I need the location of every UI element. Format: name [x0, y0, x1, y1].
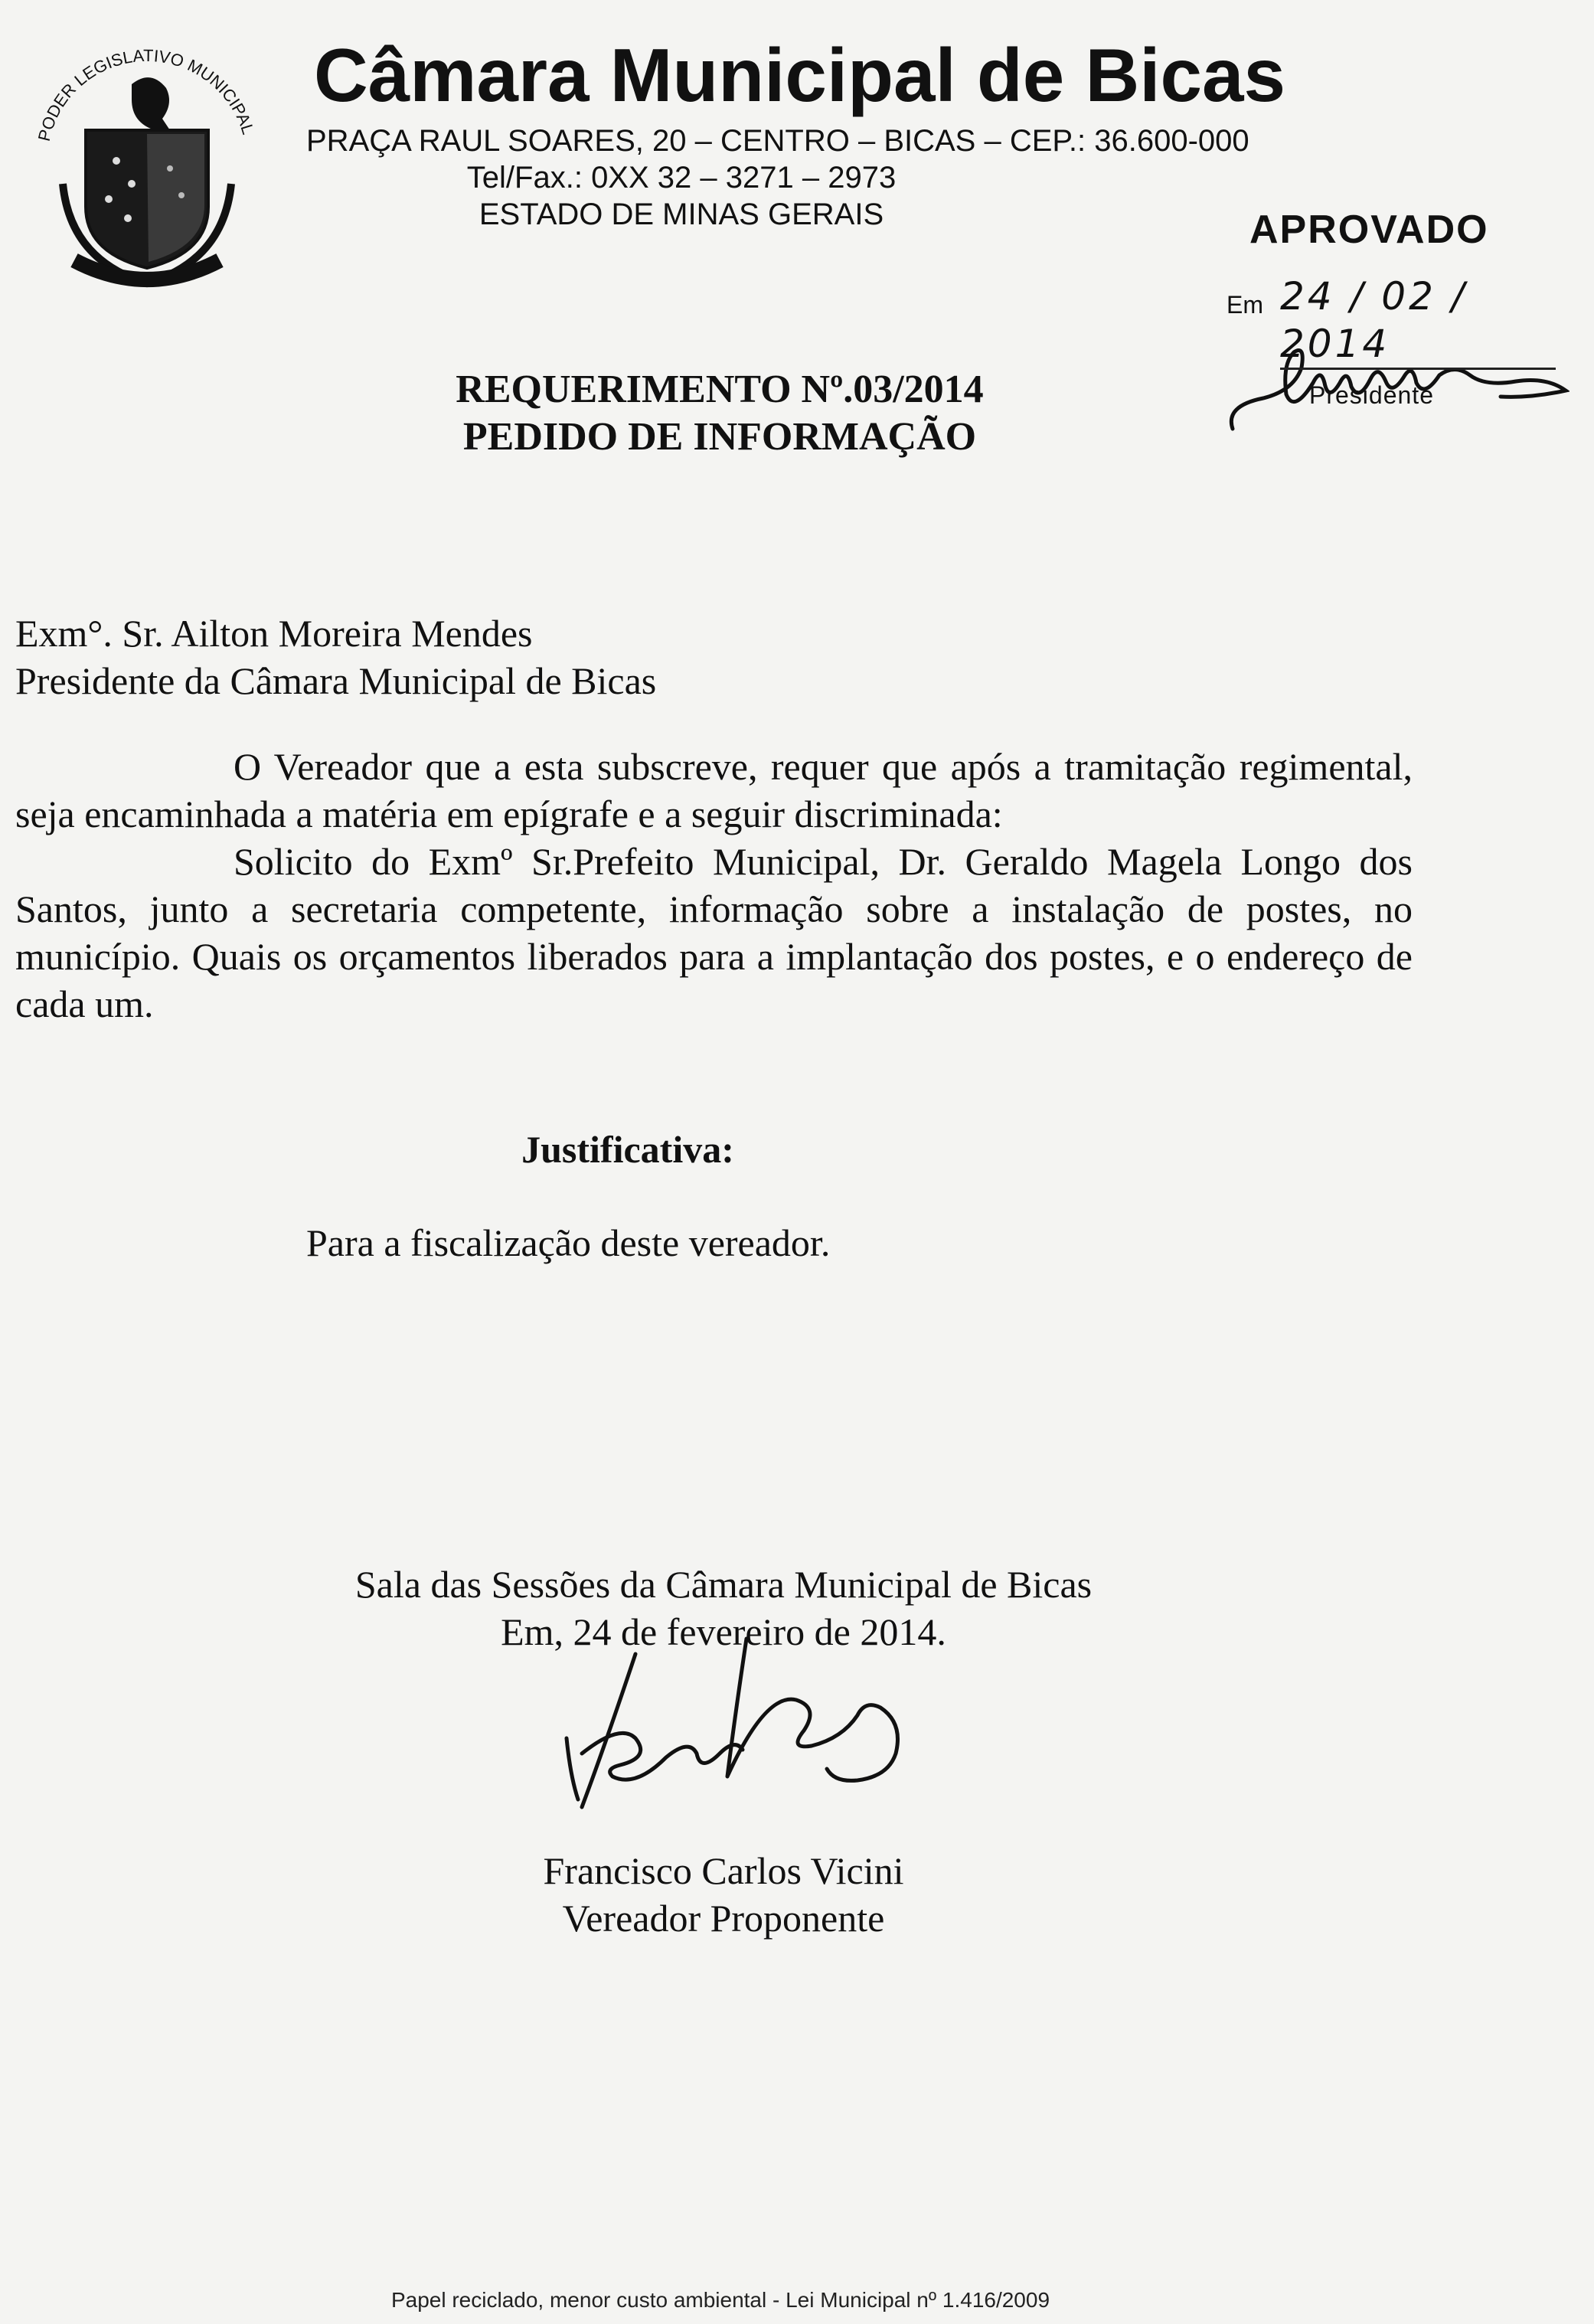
signer-signature [536, 1623, 965, 1822]
seal-emblem-icon [17, 31, 277, 291]
closing-date: Em, 24 de fevereiro de 2014. [501, 1610, 946, 1653]
request-paragraph-1: O Vereador que a esta subscreve, requer que após a tramitação regimental, seja encaminhada a matéria em epígrafe e a seguir discriminada: [15, 745, 1413, 835]
document-title: REQUERIMENTO Nº.03/2014 [456, 368, 984, 411]
justification-text: Para a fiscalização deste vereador. [306, 1221, 831, 1264]
signer-role: Vereador Proponente [562, 1897, 885, 1940]
stamp-title: APROVADO [1249, 208, 1489, 252]
request-paragraph-2: Solicito do Exmº Sr.Prefeito Municipal, Dr. Geraldo Magela Longo dos Santos, junto a secretaria competente, informação sobre a instalação de postes, no município. Quais os orçamentos liberados para a implantação dos postes, e o endereço de cada um. [15, 840, 1413, 1025]
document-subtitle: PEDIDO DE INFORMAÇÃO [462, 415, 977, 459]
justification-heading: Justificativa: [521, 1128, 734, 1171]
seal-text: PODER LEGISLATIVO MUNICIPAL [34, 45, 258, 143]
organization-address: PRAÇA RAUL SOARES, 20 – CENTRO – BICAS – CEP.: 36.600-000 [306, 124, 1249, 158]
organization-name: Câmara Municipal de Bicas [314, 33, 1286, 117]
coat-of-arms-seal [17, 31, 277, 291]
recipient-title: Presidente da Câmara Municipal de Bicas [15, 659, 657, 702]
signer-name: Francisco Carlos Vicini [543, 1849, 904, 1892]
footer-note: Papel reciclado, menor custo ambiental - Lei Municipal nº 1.416/2009 [390, 2288, 1050, 2312]
stamp-president-label: Presidente [1309, 381, 1434, 409]
organization-phone: Tel/Fax.: 0XX 32 – 3271 – 2973 [466, 161, 897, 194]
stamp-date: 24 / 02 / 2014 [1280, 273, 1556, 370]
closing-place: Sala das Sessões da Câmara Municipal de Bicas [354, 1563, 1093, 1606]
stamp-em-label: Em [1227, 291, 1263, 319]
recipient-name: Exm°. Sr. Ailton Moreira Mendes [15, 612, 533, 655]
organization-state: ESTADO DE MINAS GERAIS [479, 198, 884, 231]
